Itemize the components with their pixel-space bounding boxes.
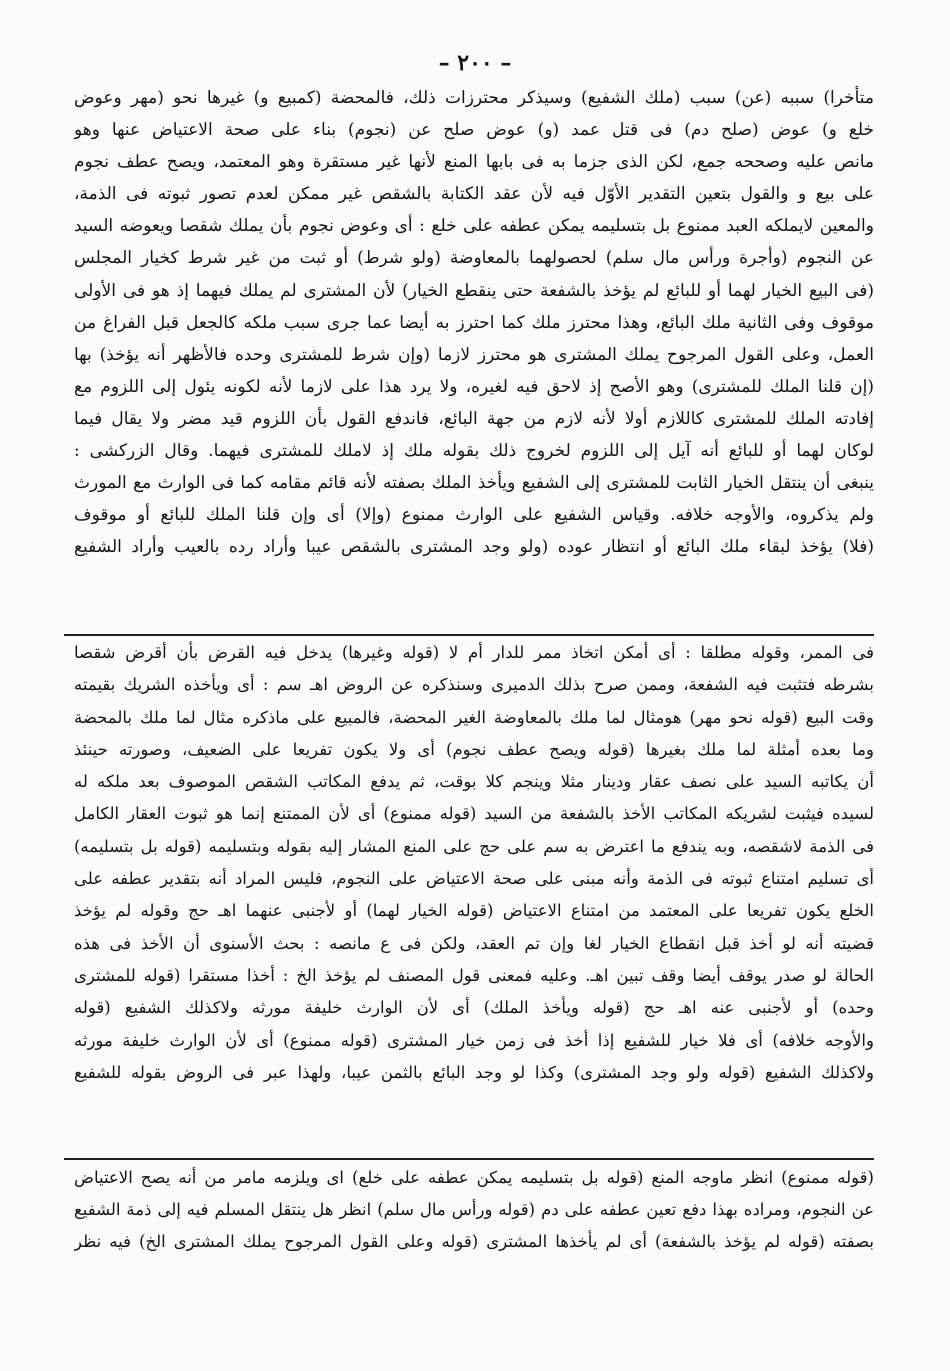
main-text-line: ولم يذكروه، والأوجه خلافه. وقياس الشفيع على الوارث ممنوع (وإلا) أى وإن قلنا الملك للبائع أو موقوف	[74, 505, 874, 526]
main-text-line: لوكان لهما أو للبائع أنه آيل إلى اللزوم لخروج ذلك بقوله ملك إذ لاملك للمشترى فيهما. وقال الزركشى :	[74, 441, 874, 462]
footnote-line: الحالة لو صدر يوقف أيضا وقف تبين اهـ. وعليه فمعنى قول المصنف لم يؤخذ الخ : أخذا مستقرا (قوله للمشترى	[74, 965, 874, 985]
main-text-line: على بيع و والقول بتعين التقدير الأوّل فيه لأن عقد الكتابة بالشقص غير ممكن لعدم تصور ثبوته فى الذمة،	[74, 184, 874, 205]
main-text-line: العمل، وعلى القول المرجوح يملك المشترى هو محترز لازما (وإن شرط للمشترى وحده فالأظهر أنه يؤخذ) بها	[74, 344, 874, 365]
footnote-line: الخلع يكون تفريعا على المعتمد من امتناع الاعتياض (قوله الخيار لهما) أو لأجنبى عنهما اهـ حج وقوله لم يؤخذ	[74, 901, 874, 921]
footnote-line: وحده) أو لأجنبى عنه اهـ حج (قوله ويأخذ الملك) أى لأن الوارث خليفة مورثه ولاكذلك الشفيع (قوله	[74, 998, 874, 1018]
footnote-line: عن النجوم، ومراده بهذا دفع تعين عطفه على دم (قوله ورأس مال سلم) انظر هل ينتقل المسلم فيه إلى ذمة الشفيع	[74, 1200, 874, 1219]
main-text-line: متأخرا) سببه (عن) سبب (ملك الشفيع) وسيذكر محترزات ذلك، فالمحضة (كمبيع و) غيرها نحو (مهر وعوض	[74, 88, 874, 108]
footnote-line: بشرطه فتثبت فيه الشفعة، وممن صرح بذلك الدميرى وسنذكره عن الروض اهـ سم : أى ويأخذه الشريك بقيمته	[74, 675, 874, 695]
main-text-line: والمعين لايملكه العبد ممنوع بل بتسليمه يمكن عطفه على خلع : أى وعوض نجوم بأن يملك شقصا ويعوضه السيد	[74, 216, 874, 237]
main-text-line: موقوف وفى الثانية ملك البائع، وهذا محترز ملك كما احترز به أيضا عما جرى سبب ملكه كالجعل قبل الفراغ من	[74, 312, 874, 333]
page-number: – ٢٠٠ –	[438, 50, 512, 76]
footnote-line: بصفته (قوله لم يؤخذ بالشفعة) أى لم يأخذها المشترى (قوله وعلى القول المرجوح يملك المشترى الخ) فيه نظر	[74, 1232, 874, 1251]
footnote-divider	[64, 1158, 874, 1160]
footnote-line: فى الذمة لاشقصه، وبه يندفع ما اعترض به سم على حج على المنع المشار إليه بقوله وبتسليمه (قوله بل بتسليمه)	[74, 836, 874, 856]
footnote-line: وما بعده أمثلة لما ملك بغيرها (قوله ويصح عطف نجوم) أى ولا يكون تفريعا على الضعيف، وصورته حينئذ	[74, 739, 874, 759]
footnote-line: أن يكاتبه السيد على نصف عقار ودينار مثلا وينجم كلا بوقت، ثم يدفع المكاتب الشقص الموصوف بعد ملكه له	[74, 772, 874, 792]
main-text-line: (إن قلنا الملك للمشترى) وهو الأصح إذ لاحق فيه لغيره، ولا يرد هذا على لازما لأنه لكونه يئول إلى اللزوم مع	[74, 376, 874, 397]
footnotes-first	[74, 640, 874, 1092]
main-text-line: (فى البيع الخيار لهما أو للبائع لم يؤخذ بالشفعة حتى ينقطع الخيار) لأن المشترى لم يملك فيهما إذ هو فى الأولى	[74, 280, 874, 301]
footnote-line: والأوجه خلافه) أى فلا خيار للشفيع إذا أخذ فى زمن خيار المشترى (قوله ممنوع) أى لأن الوارث خليفة مورثه	[74, 1030, 874, 1050]
footnote-line: وقت البيع (قوله نحو مهر) هومثال لما ملك بالمعاوضة الغير المحضة، فالمبيع على ماذكره مثال لما ملك بالمحضة	[74, 707, 874, 727]
main-text-line: (فلا) يؤخذ لبقاء ملك البائع أو انتظار عوده (ولو وجد المشترى بالشقص عيبا وأراد رده بالعيب وأراد الشفيع	[74, 537, 874, 558]
footnote-line: فى الممر، وقوله مطلقا : أى أمكن اتخاذ ممر للدار أم لا (قوله وغيرها) يدخل فيه القرض بأن أقرض شقصا	[74, 643, 874, 662]
main-text-line: مانص عليه وصححه جمع، لكن الذى جزما به فى بابها المنع لأنها غير مستقرة وهو المعتمد، ويصح عطف نجوم	[74, 152, 874, 173]
main-text-line: عن النجوم (وأجرة ورأس مال سلم) لحصولهما بالمعاوضة (ولو شرط) أو ثبت من غير شرط كخيار المجلس	[74, 248, 874, 269]
main-text-line: إفادته الملك للمشترى كاللازم أولا لأنه لازم من جهة البائع، فاندفع القول بأن اللزوم قيد مضر ولا يقال فيما	[74, 408, 874, 429]
main-text-line: ينبغى أن ينتقل الخيار الثابت للمشترى إلى الشفيع ويأخذ الملك بصفته لأنه قائم مقامه كما فى الوارث مع المورث	[74, 473, 874, 494]
footnote-divider	[64, 634, 874, 636]
footnotes-second	[74, 1165, 874, 1261]
footnote-line: ولاكذلك الشفيع (قوله ولو وجد المشترى) وكذا لو وجد البائع بالثمن عيبا، ولهذا عبر فى الروض بقوله للشفيع	[74, 1062, 874, 1082]
footnote-line: لسيده فيثبت لشريكه المكاتب الأخذ بالشفعة من السيد (قوله ممنوع) أى لأن الممتنع إنما هو ثبوت العقار الكامل	[74, 804, 874, 824]
main-text-line: خلع و) عوض (صلح دم) فى قتل عمد (و) عوض صلح عن (نجوم) بناء على صحة الاعتياض عنها وهو	[74, 120, 874, 141]
footnote-line: (قوله ممنوع) انظر ماوجه المنع (قوله بل بتسليمه يمكن عطفه على خلع) اى ويلزمه مامر من أنه يصح الاعتياض	[74, 1168, 874, 1187]
main-text	[74, 85, 874, 566]
footnote-line: قضيته أنه لو أخذ قبل انقطاع الخيار لغا وإن تم العقد، ولكن فى ع مانصه : بحث الأسنوى أن الأخذ فى هذه	[74, 933, 874, 953]
footnote-line: أى تسليم امتناع ثبوته فى الذمة وأنه مبنى على صحة الاعتياض على النجوم، فليس المراد أنه بتقدير عطفه على	[74, 869, 874, 889]
